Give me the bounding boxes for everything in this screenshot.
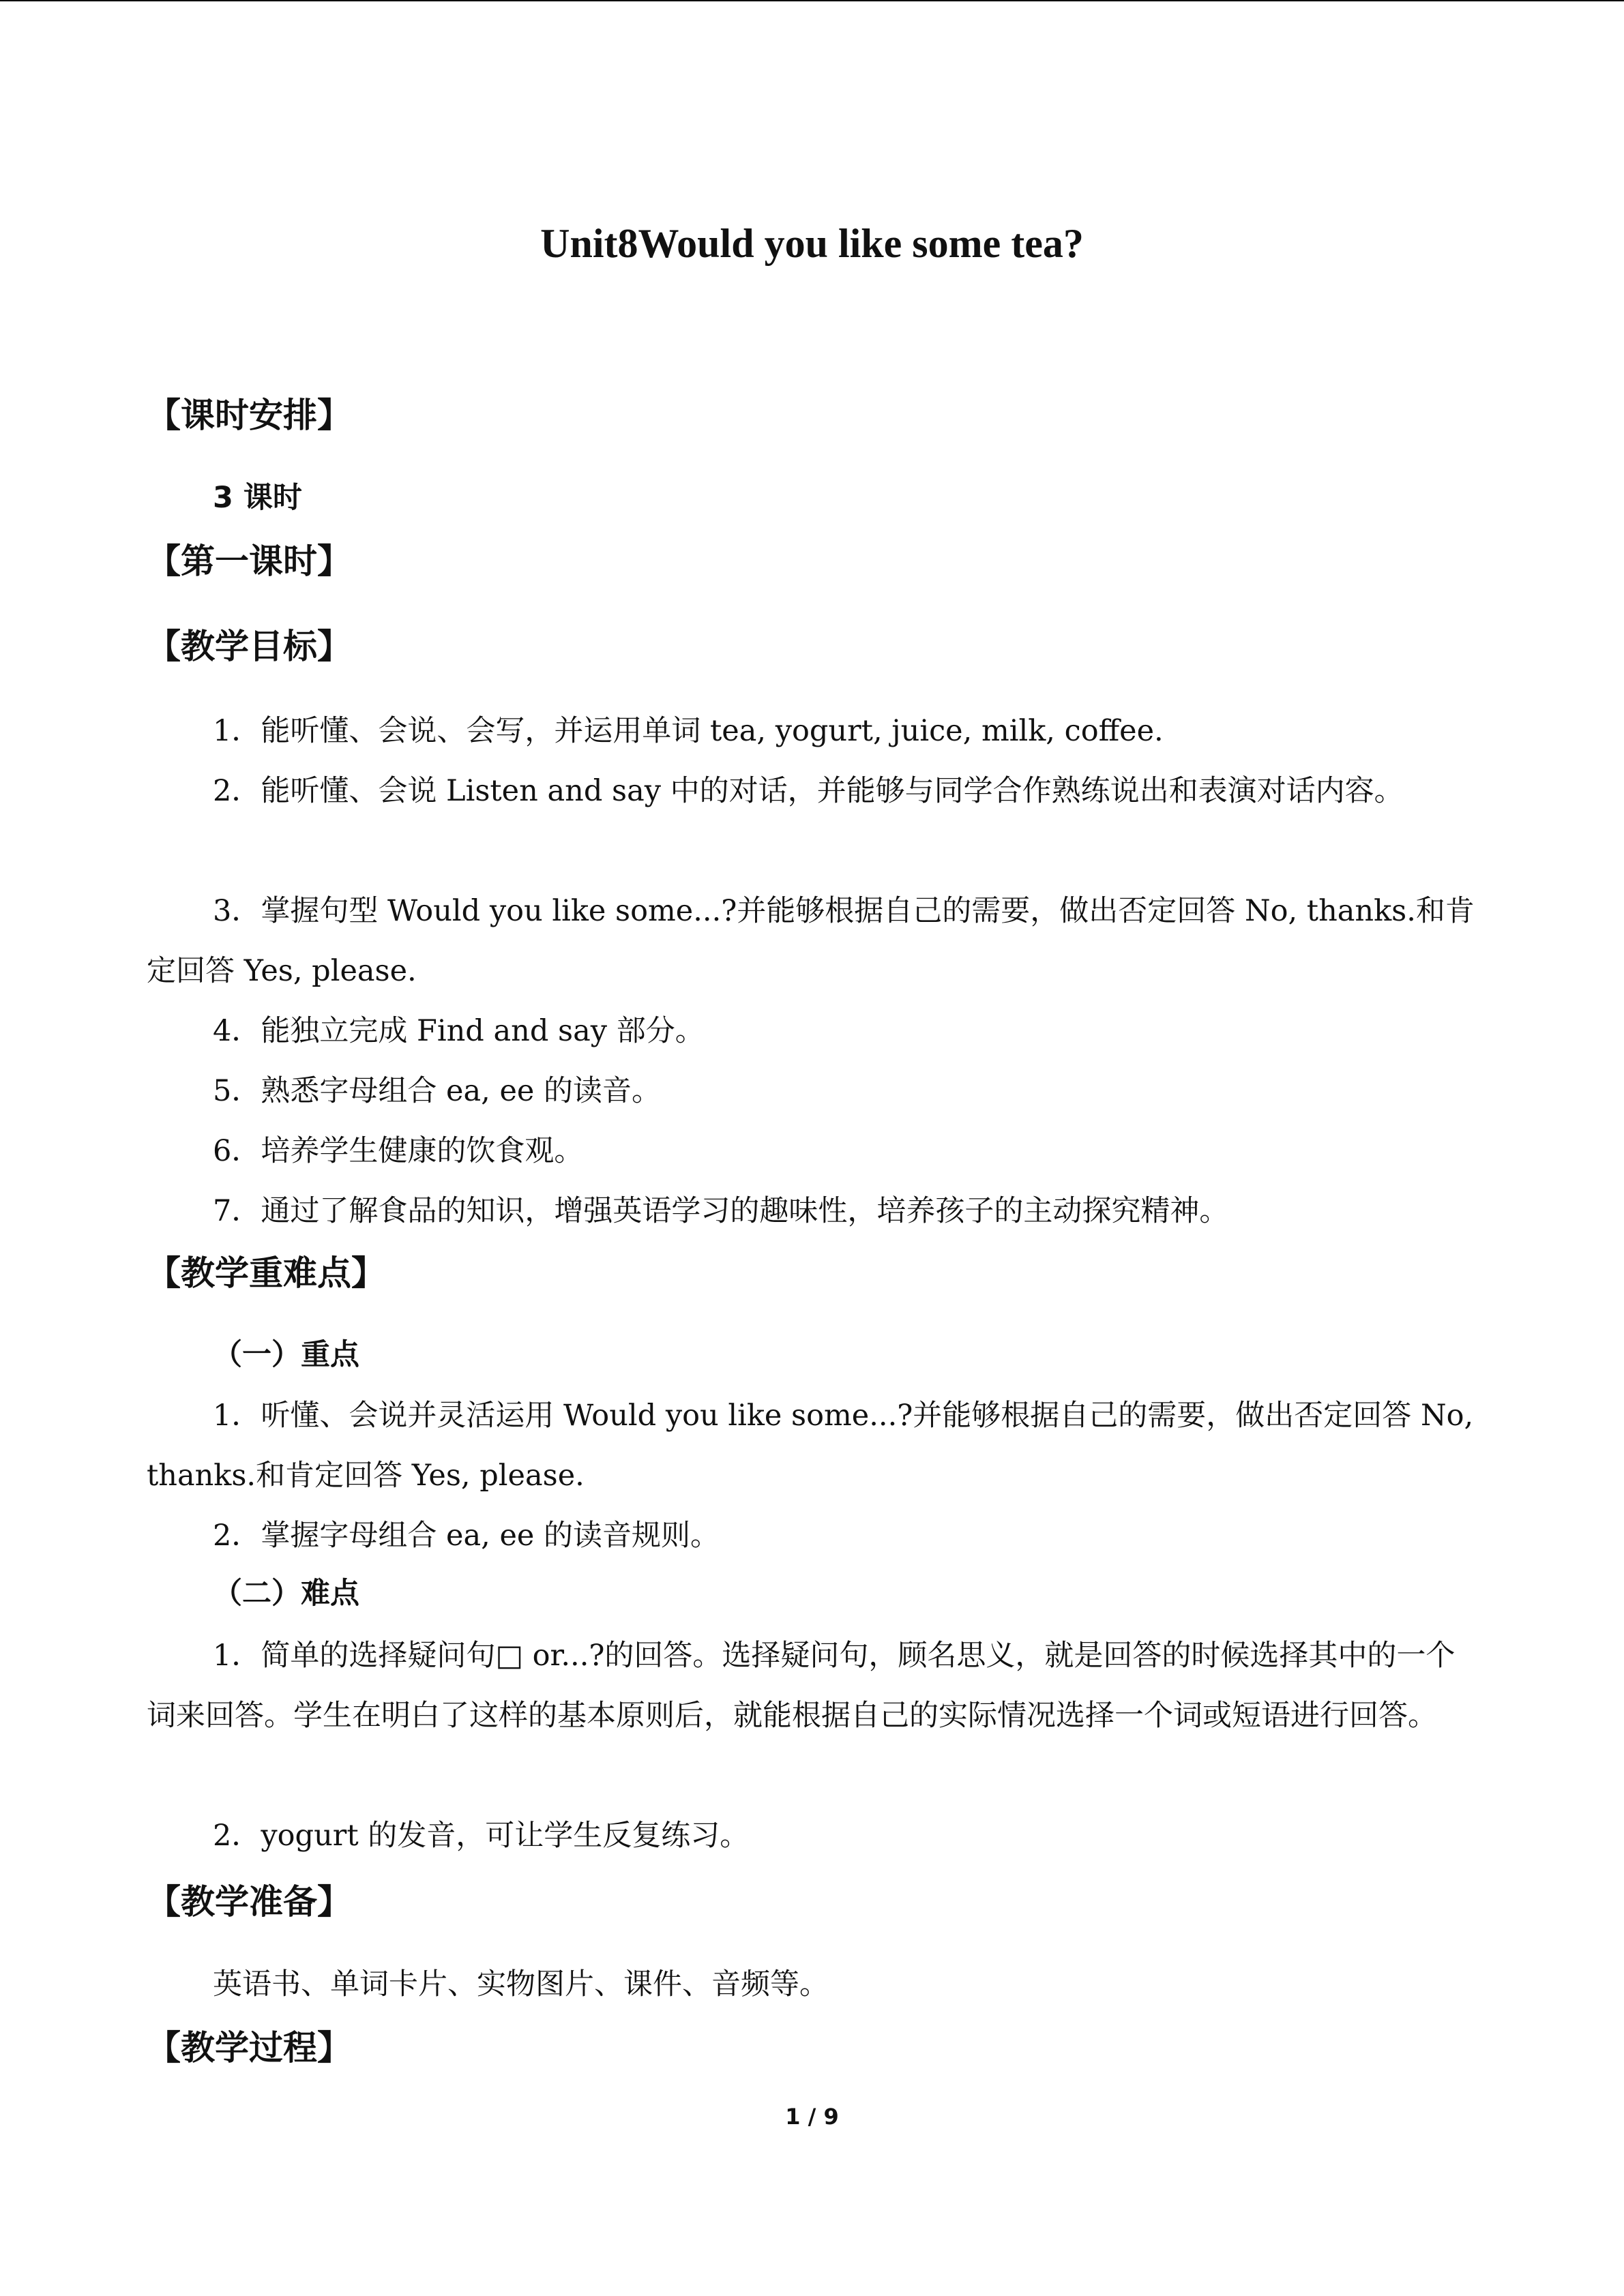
document-title: Unit8Would you like some tea? <box>540 221 1084 266</box>
page-number: 1 / 9 <box>785 2104 839 2130</box>
key-point-item: 1．听懂、会说并灵活运用 Would you like some...?并能够根据自己的需要，做出否定回答 No, thanks.和肯定回答 Yes, please. <box>147 1399 1474 1493</box>
heading-preparation: 【教学准备】 <box>147 1882 351 1922</box>
objective-item: 7．通过了解食品的知识，增强英语学习的趣味性，培养孩子的主动探究精神。 <box>213 1194 1229 1228</box>
heading-key-difficult-points: 【教学重难点】 <box>147 1253 385 1293</box>
objective-item: 3．掌握句型 Would you like some...?并能够根据自己的需要，做出否定回答 No, thanks.和肯定回答 Yes, please. <box>147 894 1475 988</box>
objective-item: 6．培养学生健康的饮食观。 <box>213 1134 584 1168</box>
heading-objectives: 【教学目标】 <box>147 627 351 666</box>
objective-item: 5．熟悉字母组合 ea, ee 的读音。 <box>213 1074 662 1108</box>
heading-schedule: 【课时安排】 <box>147 396 351 435</box>
key-point-item: 2．掌握字母组合 ea, ee 的读音规则。 <box>213 1519 720 1553</box>
heading-process: 【教学过程】 <box>147 2028 351 2068</box>
subheading-key-points: （一）重点 <box>213 1338 359 1372</box>
subheading-difficult-points: （二）难点 <box>213 1577 359 1611</box>
objective-item: 4．能独立完成 Find and say 部分。 <box>213 1014 705 1048</box>
difficult-point-item: 1．简单的选择疑问句□ or...?的回答。选择疑问句，顾名思义，就是回答的时候选择其中的一个词来回答。学生在明白了这样的基本原则后，就能根据自己的实际情况选择一个词或短语进行回答。 <box>147 1639 1456 1733</box>
schedule-text: 3 课时 <box>213 481 302 515</box>
heading-lesson-1: 【第一课时】 <box>147 541 351 581</box>
objective-item: 1．能听懂、会说、会写，并运用单词 tea, yogurt, juice, milk, coffee. <box>213 714 1164 748</box>
objective-item: 2．能听懂、会说 Listen and say 中的对话，并能够与同学合作熟练说出和表演对话内容。 <box>213 774 1404 808</box>
preparation-text: 英语书、单词卡片、实物图片、课件、音频等。 <box>213 1967 829 2001</box>
difficult-point-item: 2．yogurt 的发音，可让学生反复练习。 <box>213 1819 750 1853</box>
